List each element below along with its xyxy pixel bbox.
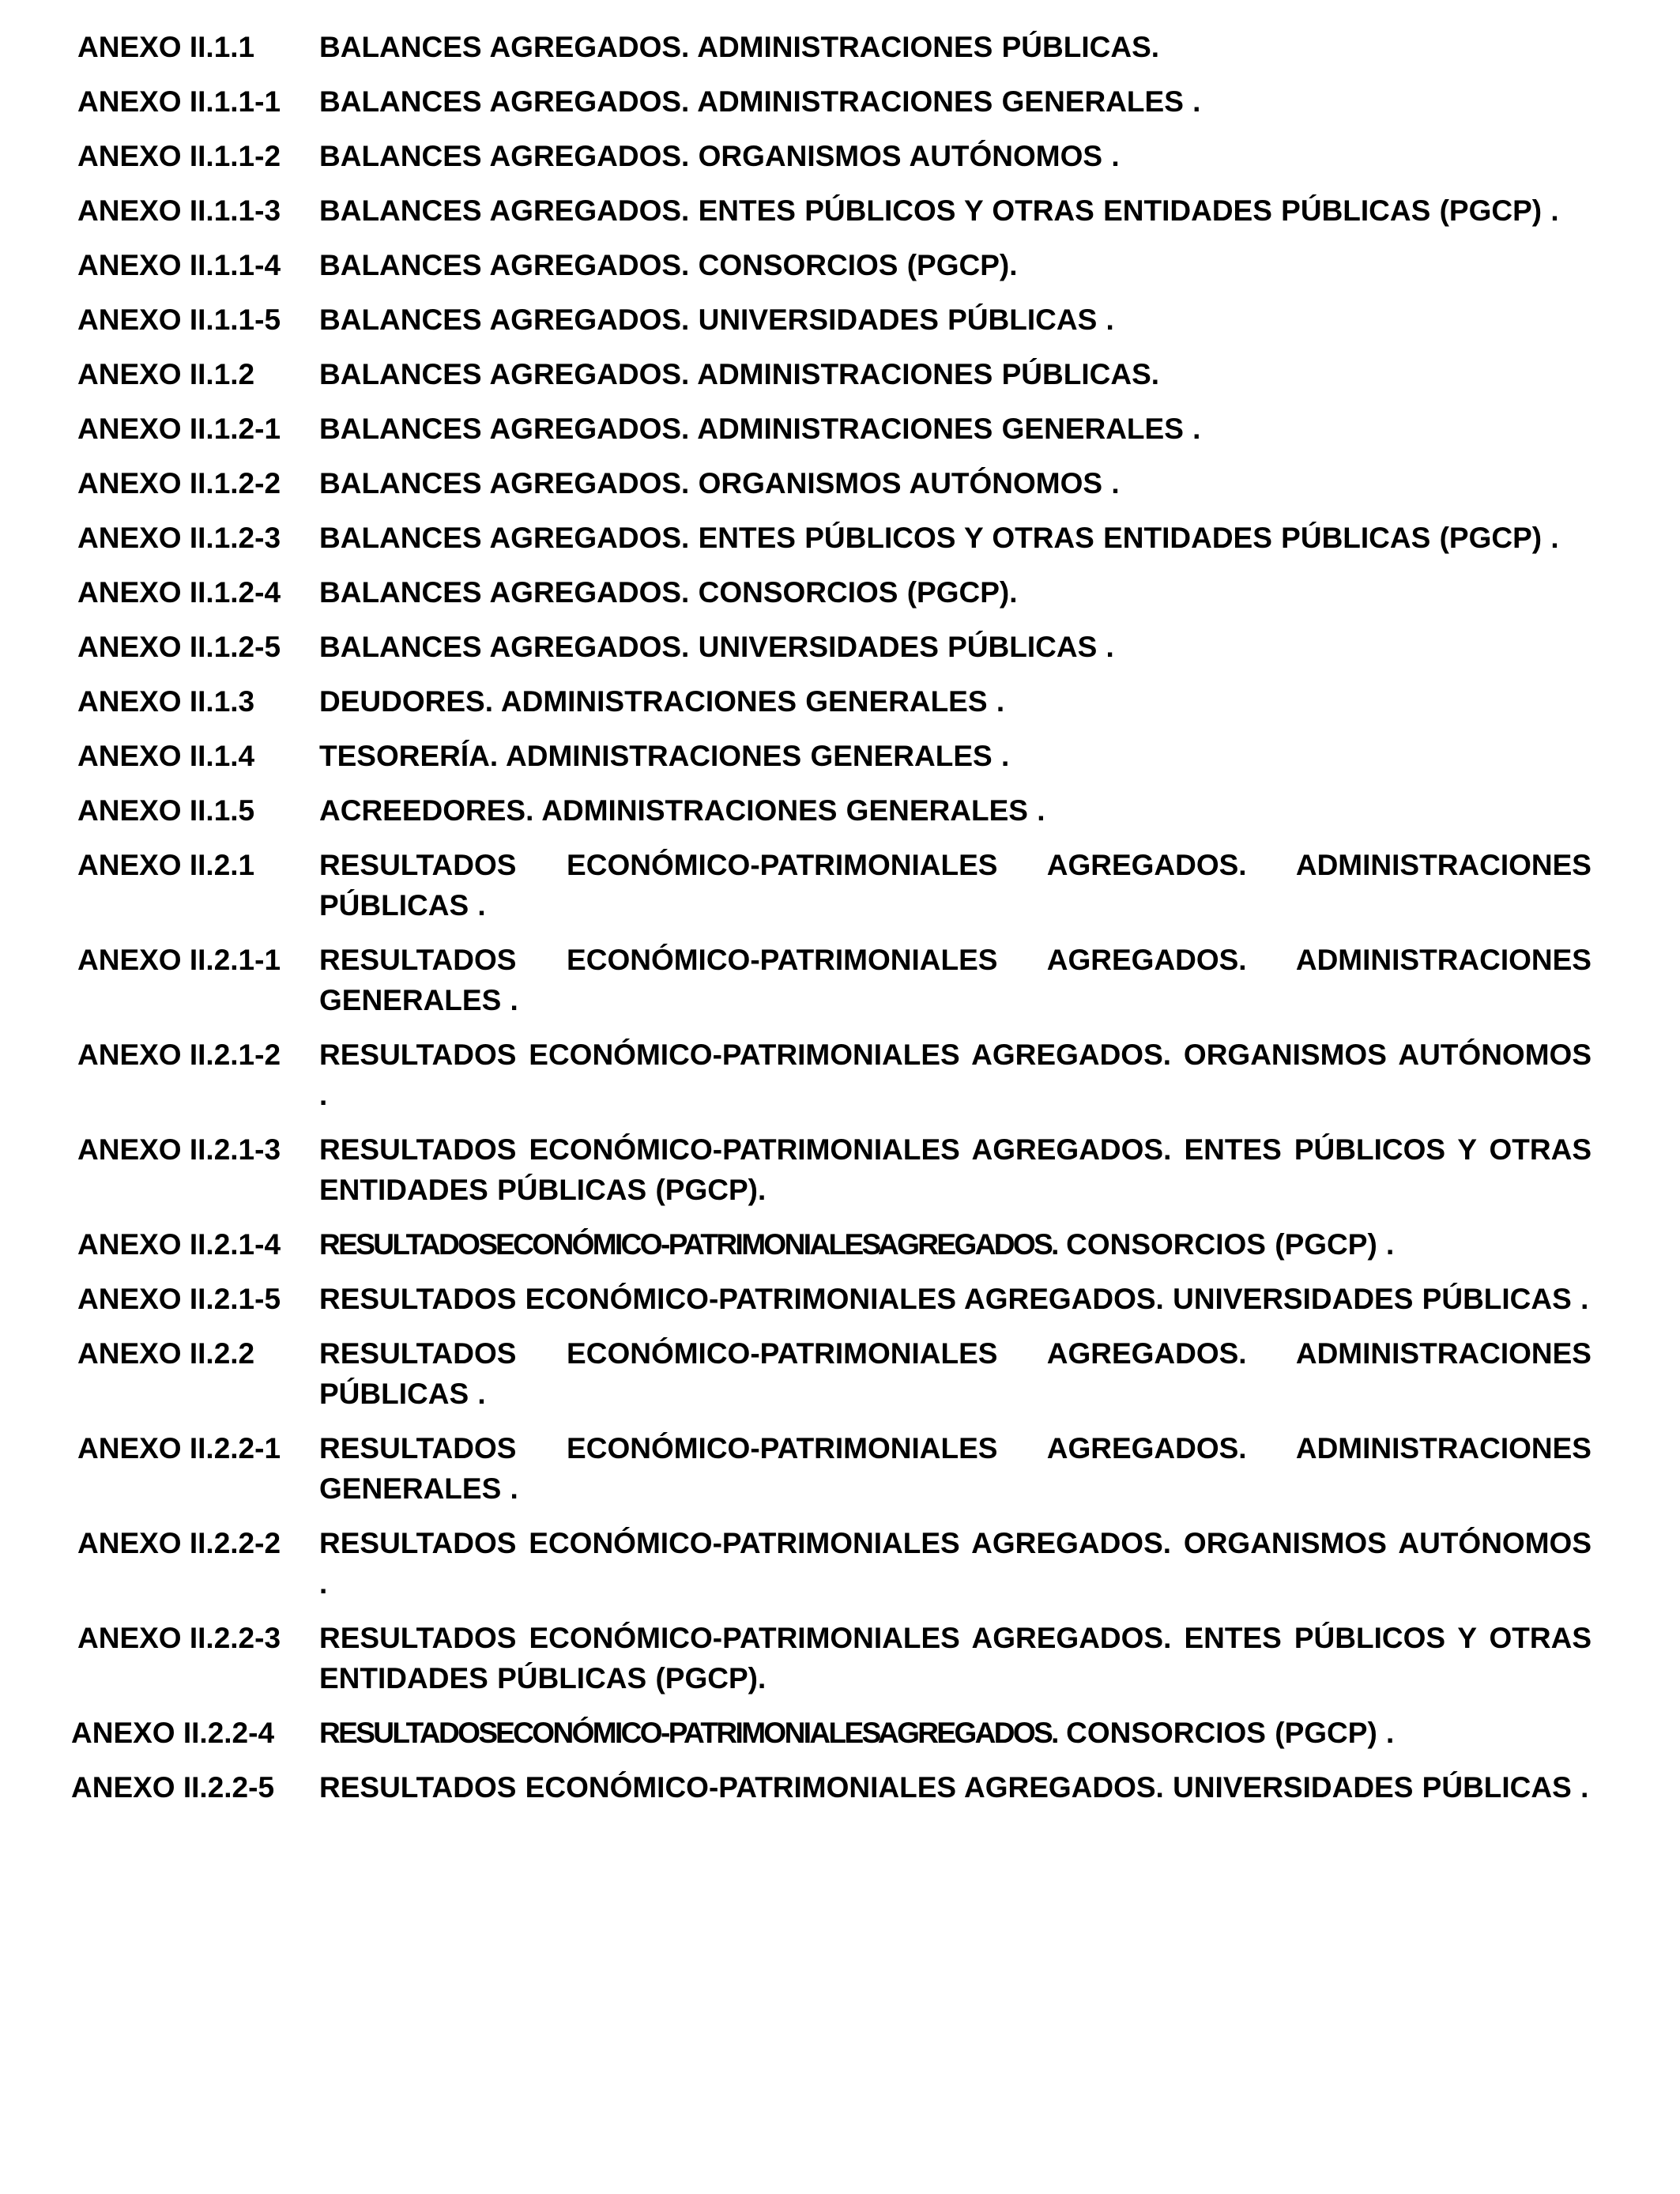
annex-code: ANEXO II.2.2-5 [71,1771,275,1804]
annex-code: ANEXO II.1.2-3 [77,522,281,554]
annex-code: ANEXO II.2.2-1 [77,1432,281,1465]
annex-title: DEUDORES. ADMINISTRACIONES GENERALES . [319,685,1005,718]
annex-title: RESULTADOS ECONÓMICO-PATRIMONIALES AGREGADOS. UNIVERSIDADES PÚBLICAS . [319,1771,1589,1804]
annex-code: ANEXO II.1.1-3 [77,194,281,227]
annex-code: ANEXO II.2.2-2 [77,1527,281,1559]
annex-code: ANEXO II.1.2 [77,358,255,390]
annex-entry [77,940,1591,1020]
annex-title: RESULTADOS ECONÓMICO-PATRIMONIALES AGREGADOS. ADMINISTRACIONES PÚBLICAS . [319,1337,1591,1410]
annex-entry [77,572,1591,613]
annex-code: ANEXO II.1.5 [77,794,255,827]
annex-entry [77,300,1591,340]
annex-entry [77,354,1591,394]
annex-index-list [71,27,1591,1822]
annex-entry [77,245,1591,285]
annex-title: TESORERÍA. ADMINISTRACIONES GENERALES . [319,740,1010,772]
annex-title: BALANCES AGREGADOS. CONSORCIOS (PGCP). [319,249,1018,281]
annex-code: ANEXO II.2.1-1 [77,944,281,976]
annex-title: ACREEDORES. ADMINISTRACIONES GENERALES . [319,794,1045,827]
annex-entry [77,1224,1591,1265]
annex-title: BALANCES AGREGADOS. ADMINISTRACIONES PÚBLICAS. [319,31,1160,63]
annex-title: RESULTADOS ECONÓMICO-PATRIMONIALES AGREGADOS. ENTES PÚBLICOS Y OTRAS ENTIDADES PÚBLICAS (PGCP). [319,1133,1591,1206]
annex-code: ANEXO II.1.1-1 [77,85,281,118]
annex-entry [71,1767,1591,1808]
annex-entry [77,736,1591,776]
annex-title: BALANCES AGREGADOS. UNIVERSIDADES PÚBLICAS . [319,631,1114,663]
annex-entry [77,136,1591,176]
annex-title: RESULTADOS ECONÓMICO-PATRIMONIALES AGREGADOS. ADMINISTRACIONES PÚBLICAS . [319,849,1591,922]
annex-title-rest: CONSORCIOS (PGCP) . [1057,1717,1395,1749]
annex-entry [77,790,1591,831]
annex-entry [77,681,1591,722]
annex-entry [77,627,1591,667]
annex-entry [77,1035,1591,1115]
annex-entry [77,1523,1591,1604]
annex-code: ANEXO II.1.3 [77,685,255,718]
annex-title: RESULTADOS ECONÓMICO-PATRIMONIALES AGREGADOS. ORGANISMOS AUTÓNOMOS . [319,1039,1591,1111]
annex-entry [77,845,1591,925]
annex-title [319,1713,1591,1753]
annex-entry [77,409,1591,449]
annex-title: RESULTADOS ECONÓMICO-PATRIMONIALES AGREGADOS. UNIVERSIDADES PÚBLICAS . [319,1283,1589,1315]
annex-entry [77,518,1591,558]
annex-entry [77,81,1591,122]
annex-code: ANEXO II.1.4 [77,740,255,772]
annex-title: BALANCES AGREGADOS. ORGANISMOS AUTÓNOMOS . [319,140,1120,172]
annex-entry [77,1279,1591,1319]
annex-code: ANEXO II.2.1-2 [77,1039,281,1071]
annex-title: BALANCES AGREGADOS. ADMINISTRACIONES GENERALES . [319,85,1201,118]
annex-code: ANEXO II.2.1-3 [77,1133,281,1166]
annex-title: RESULTADOS ECONÓMICO-PATRIMONIALES AGREGADOS. ADMINISTRACIONES GENERALES . [319,1432,1591,1505]
annex-code: ANEXO II.1.1-4 [77,249,281,281]
annex-title-condensed: RESULTADOS ECONÓMICO-PATRIMONIALES AGREGADOS. [319,1228,1057,1261]
annex-code: ANEXO II.2.1-4 [77,1228,281,1261]
annex-code: ANEXO II.2.2-3 [77,1622,281,1654]
annex-code: ANEXO II.2.2 [77,1337,255,1370]
annex-title-condensed: RESULTADOS ECONÓMICO-PATRIMONIALES AGREGADOS. [319,1717,1057,1749]
annex-title [319,1224,1591,1265]
annex-title: BALANCES AGREGADOS. ORGANISMOS AUTÓNOMOS . [319,467,1120,499]
annex-code: ANEXO II.1.2-2 [77,467,281,499]
annex-code: ANEXO II.1.1 [77,31,255,63]
annex-title: RESULTADOS ECONÓMICO-PATRIMONIALES AGREGADOS. ORGANISMOS AUTÓNOMOS . [319,1527,1591,1600]
annex-code: ANEXO II.2.1-5 [77,1283,281,1315]
annex-title: BALANCES AGREGADOS. CONSORCIOS (PGCP). [319,576,1018,609]
annex-title: BALANCES AGREGADOS. ENTES PÚBLICOS Y OTRAS ENTIDADES PÚBLICAS (PGCP) . [319,194,1559,227]
annex-title-rest: CONSORCIOS (PGCP) . [1057,1228,1395,1261]
annex-title: BALANCES AGREGADOS. UNIVERSIDADES PÚBLICAS . [319,303,1114,336]
annex-code: ANEXO II.1.2-1 [77,413,281,445]
annex-entry [77,27,1591,67]
annex-entry [71,1713,1591,1753]
annex-code: ANEXO II.2.2-4 [71,1717,275,1749]
annex-entry [77,190,1591,231]
annex-code: ANEXO II.1.1-2 [77,140,281,172]
annex-title: BALANCES AGREGADOS. ENTES PÚBLICOS Y OTRAS ENTIDADES PÚBLICAS (PGCP) . [319,522,1559,554]
annex-entry [77,463,1591,503]
annex-code: ANEXO II.1.2-5 [77,631,281,663]
annex-entry [77,1618,1591,1698]
annex-code: ANEXO II.2.1 [77,849,255,881]
annex-title: BALANCES AGREGADOS. ADMINISTRACIONES PÚBLICAS. [319,358,1160,390]
annex-code: ANEXO II.1.2-4 [77,576,281,609]
annex-title: RESULTADOS ECONÓMICO-PATRIMONIALES AGREGADOS. ENTES PÚBLICOS Y OTRAS ENTIDADES PÚBLICAS (PGCP). [319,1622,1591,1695]
annex-entry [77,1129,1591,1210]
annex-code: ANEXO II.1.1-5 [77,303,281,336]
annex-entry [77,1428,1591,1509]
annex-entry [77,1333,1591,1414]
annex-title: BALANCES AGREGADOS. ADMINISTRACIONES GENERALES . [319,413,1201,445]
annex-title: RESULTADOS ECONÓMICO-PATRIMONIALES AGREGADOS. ADMINISTRACIONES GENERALES . [319,944,1591,1016]
